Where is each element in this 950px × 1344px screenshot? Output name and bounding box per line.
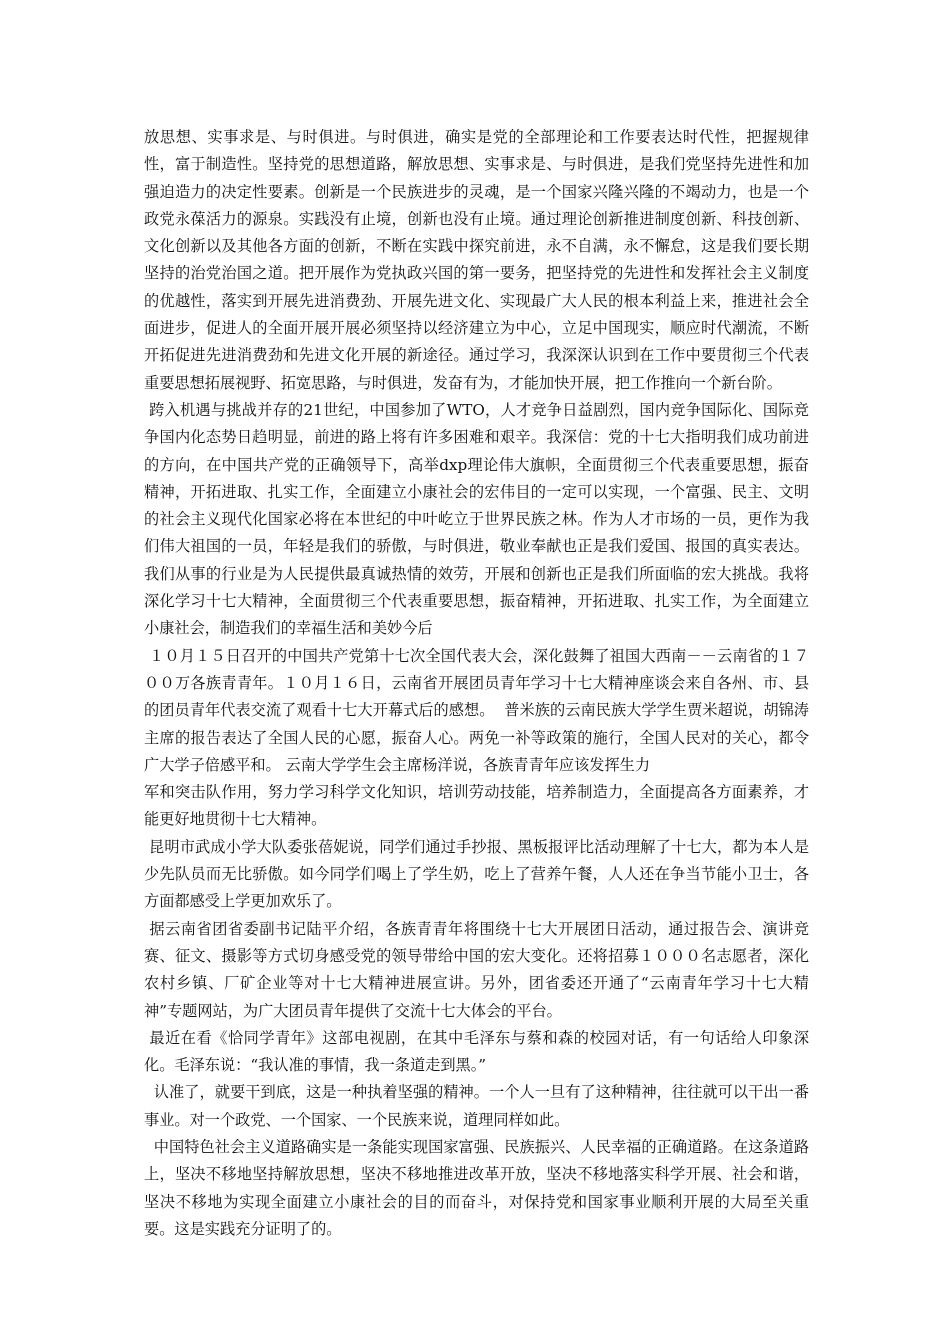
paragraph-9: 中国特色社会主义道路确实是一条能实现国家富强、民族振兴、人民幸福的正确道路。在这条道路上，坚决不移地坚持解放思想，坚决不移地推进改革开放，坚决不移地落实科学开展、社会和谐，坚决不移地为实现全面建立小康社会的目的而奋斗，对保持党和国家事业顺利开展的大局至关重要。这是实践充分证明了的。 <box>144 1137 810 1238</box>
paragraph-2: 跨入机遇与挑战并存的21世纪，中国参加了WTO，人才竞争日益剧烈，国内竞争国际化、国际竞争国内化态势日趋明显，前进的路上将有许多困难和艰辛。我深信：党的十七大指明我们成功前进的方向，在中国共产党的正确领导下，高举dxp理论伟大旗帜，全面贯彻三个代表重要思想，振奋精神，开拓进取、扎实工作，全面建立小康社会的宏伟目的一定可以实现，一个富强、民主、文明的社会主义现代化国家必将在本世纪的中叶屹立于世界民族之林。作为人才市场的一员，更作为我们伟大祖国的一员，年轻是我们的骄傲，与时俱进，敬业奉献也正是我们爱国、报国的真实表达。我们从事的行业是为人民提供最真诚热情的效劳，开展和创新也正是我们所面临的宏大挑战。我将深化学习十七大精神，全面贯彻三个代表重要思想，振奋精神，开拓进取、扎实工作，为全面建立小康社会，制造我们的幸福生活和美妙今后 <box>144 400 809 638</box>
paragraph-4: 军和突击队作用，努力学习科学文化知识，培训劳动技能，培养制造力，全面提高各方面素养，才能更好地贯彻十七大精神。 <box>144 783 809 829</box>
paragraph-6: 据云南省团省委副书记陆平介绍，各族青青年将围绕十七大开展团日活动，通过报告会、演讲竞赛、征文、摄影等方式切身感受党的领导带给中国的宏大变化。还将招募１０００名志愿者，深化农村乡镇、厂矿企业等对十七大精神进展宣讲。另外，团省委还开通了“云南青年学习十七大精神”专题网站，为广大团员青年提供了交流十七大体会的平台。 <box>144 919 810 1020</box>
document-body <box>144 124 809 1243</box>
paragraph-8: 认准了，就要干到底，这是一种执着坚强的精神。一个人一旦有了这种精神，往往就可以干出一番事业。对一个政党、一个国家、一个民族来说，道理同样如此。 <box>144 1083 810 1129</box>
paragraph-1: 放思想、实事求是、与时俱进。与时俱进，确实是党的全部理论和工作要表达时代性，把握规律性，富于制造性。坚持党的思想道路，解放思想、实事求是、与时俱进，是我们党坚持先进性和加强迫造力的决定性要素。创新是一个民族进步的灵魂，是一个国家兴隆兴隆的不竭动力，也是一个政党永葆活力的源泉。实践没有止境，创新也没有止境。通过理论创新推进制度创新、科技创新、文化创新以及其他各方面的创新，不断在实践中探究前进，永不自满，永不懈怠，这是我们要长期坚持的治党治国之道。把开展作为党执政兴国的第一要务，把坚持党的先进性和发挥社会主义制度的优越性，落实到开展先进消费劲、开展先进文化、实现最广大人民的根本利益上来，推进社会全面进步，促进人的全面开展开展必须坚持以经济建立为中心，立足中国现实，顺应时代潮流，不断开拓促进先进消费劲和先进文化开展的新途径。通过学习，我深深认识到在工作中要贯彻三个代表重要思想拓展视野、拓宽思路，与时俱进，发奋有为，才能加快开展，把工作推向一个新台阶。 <box>144 128 809 392</box>
paragraph-3: １０月１５日召开的中国共产党第十七次全国代表大会，深化鼓舞了祖国大西南－－云南省的１７００万各族青青年。１０月１６日，云南省开展团员青年学习十七大精神座谈会来自各州、市、县的团员青年代表交流了观看十七大开幕式后的感想。 普米族的云南民族大学学生贾米超说，胡锦涛主席的报告表达了全国人民的心愿，振奋人心。两免一补等政策的施行，全国人民对的关心，都令广大学子倍感平和。 云南大学学生会主席杨洋说，各族青青年应该发挥生力 <box>144 646 810 774</box>
paragraph-5: 昆明市武成小学大队委张蓓妮说，同学们通过手抄报、黑板报评比活动理解了十七大，都为本人是少先队员而无比骄傲。如今同学们喝上了学生奶，吃上了营养午餐，人人还在争当节能小卫士，各方面都感受上学更加欢乐了。 <box>144 837 810 911</box>
paragraph-7: 最近在看《恰同学青年》这部电视剧，在其中毛泽东与蔡和森的校园对话，有一句话给人印象深化。毛泽东说：“我认准的事情，我一条道走到黑。” <box>144 1028 810 1075</box>
